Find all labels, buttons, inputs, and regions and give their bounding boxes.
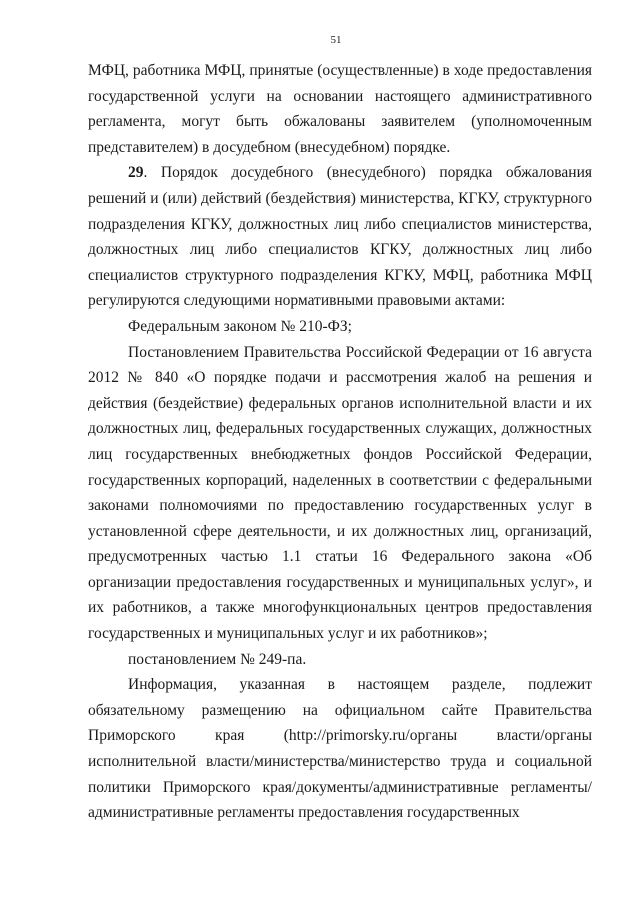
paragraph-text: . Порядок досудебного (внесудебного) порядка обжалования решений и (или) действий (бездействия) министерства, КГКУ, структурного подразделения КГКУ, должностных лиц либо специалистов министерства, должностных лиц либо специалистов КГКУ, должностных лиц либо специалистов структурного подразделения КГКУ, МФЦ, работника МФЦ регулируются следующими нормативными правовыми актами: — [88, 164, 592, 310]
paragraph: Информация, указанная в настоящем разделе, подлежит обязательному размещению на официальном сайте Правительства Приморского края (http://primorsky.ru/органы власти/органы исполнительной власти/министерства/министерство труда и социальной политики Приморского края/документы/административные регламенты/административные регламенты предоставления государственных — [88, 676, 592, 822]
paragraph — [88, 160, 592, 314]
page-number: 51 — [330, 34, 342, 46]
paragraph: Федеральным законом № 210-ФЗ; — [128, 317, 352, 335]
item-number: 29 — [128, 164, 144, 182]
paragraph: постановлением № 249-па. — [128, 650, 307, 668]
document-body — [88, 58, 592, 826]
paragraph: Постановлением Правительства Российской Федерации от 16 августа 2012 № 840 «О порядке подачи и рассмотрения жалоб на решения и действия (бездействие) федеральных органов исполнительной власти и их должностных лиц, федеральных государственных служащих, должностных лиц государственных внебюджетных фондов Российской Федерации, государственных корпораций, наделенных в соответствии с федеральными законами полномочиями по предоставлению государственных услуг в установленной сфере деятельности, и их должностных лиц, организаций, предусмотренных частью 1.1 статьи 16 Федерального закона «Об организации предоставления государственных и муниципальных услуг», и их работников, а также многофункциональных центров предоставления государственных и муниципальных услуг и их работников»; — [88, 343, 592, 643]
paragraph: МФЦ, работника МФЦ, принятые (осуществленные) в ходе предоставления государственной услуги на основании настоящего административного регламента, могут быть обжалованы заявителем (уполномоченным представителем) в досудебном (внесудебном) порядке. — [88, 62, 592, 156]
